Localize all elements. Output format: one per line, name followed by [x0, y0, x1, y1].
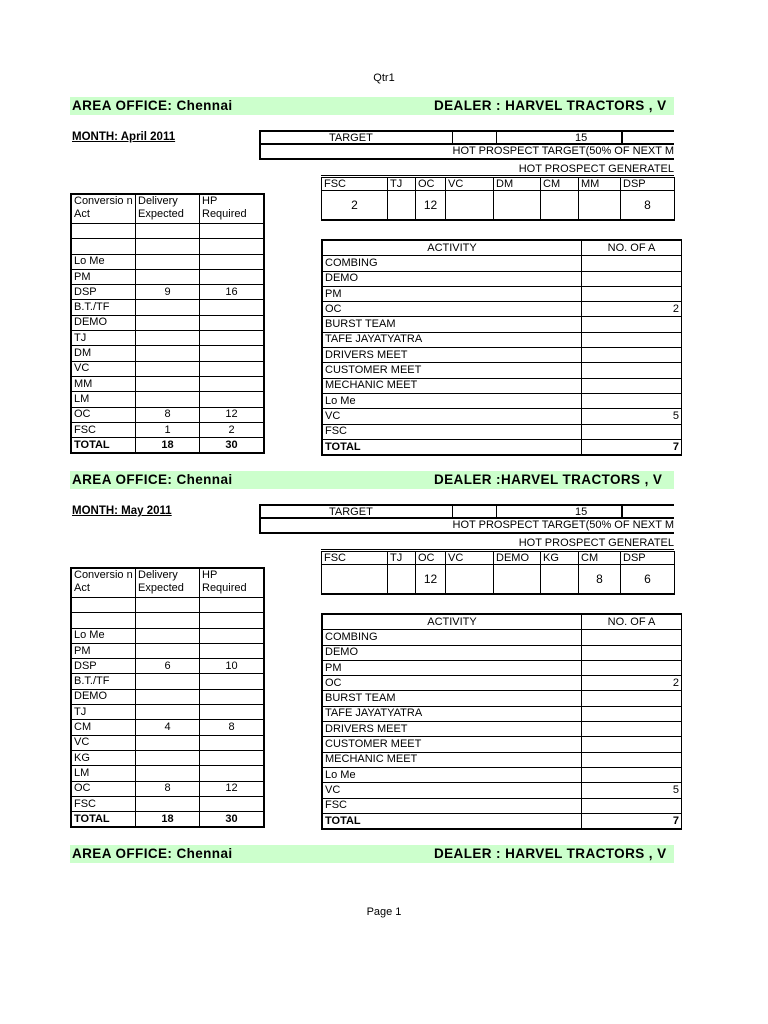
hot-prospect-generated: HOT PROSPECT GENERATEL — [321, 163, 674, 176]
hot-prospect-generated: HOT PROSPECT GENERATEL — [321, 537, 674, 550]
activity-row — [322, 722, 682, 737]
category-header: OC — [416, 178, 446, 191]
activity-cell — [582, 271, 682, 286]
activity-cell: DEMO — [322, 271, 582, 286]
conversion-cell — [136, 796, 200, 811]
conversion-header: Conversio n Act — [71, 194, 136, 224]
target-value: 15 — [575, 506, 588, 518]
activity-row — [322, 317, 682, 332]
activity-cell — [582, 317, 682, 332]
conversion-cell — [200, 346, 265, 361]
conversion-cell: KG — [71, 750, 136, 765]
target-label: TARGET — [329, 132, 373, 144]
activity-cell: DRIVERS MEET — [322, 348, 582, 363]
category-value — [446, 565, 494, 595]
conversion-row — [71, 346, 264, 361]
conversion-row — [71, 674, 264, 689]
conversion-cell — [200, 796, 265, 811]
activity-cell — [582, 767, 682, 782]
category-header: KG — [541, 552, 579, 565]
activity-total-cell: 7 — [582, 813, 682, 829]
activity-cell — [582, 424, 682, 439]
conversion-total-cell: 18 — [136, 812, 200, 828]
conversion-cell — [136, 766, 200, 781]
conversion-cell: DSP — [71, 285, 136, 300]
activity-row — [322, 676, 682, 691]
category-value — [541, 191, 579, 221]
conversion-cell — [136, 376, 200, 391]
conversion-cell — [200, 628, 265, 643]
conversion-row — [71, 376, 264, 391]
activity-row — [322, 393, 682, 408]
conversion-cell — [200, 689, 265, 704]
category-value: 12 — [416, 565, 446, 595]
area-header-band-3 — [70, 845, 674, 863]
conversion-cell: 6 — [136, 659, 200, 674]
activity-cell: VC — [322, 409, 582, 424]
category-header: VC — [446, 552, 494, 565]
conversion-row — [71, 659, 264, 674]
conversion-row — [71, 750, 264, 765]
activity-cell: OC — [322, 676, 582, 691]
activity-cell — [582, 706, 682, 721]
conversion-cell: DEMO — [71, 689, 136, 704]
activity-cell: TAFE JAYATYATRA — [322, 332, 582, 347]
conversion-total-cell: 30 — [200, 438, 265, 454]
activity-row — [322, 783, 682, 798]
conversion-row — [71, 315, 264, 330]
area-office-label: AREA OFFICE: Chennai — [72, 472, 233, 487]
conversion-cell — [200, 705, 265, 720]
conversion-row — [71, 407, 264, 422]
hot-prospect-target: HOT PROSPECT TARGET(50% OF NEXT M — [259, 145, 674, 160]
conversion-cell: 1 — [136, 422, 200, 437]
category-value — [446, 191, 494, 221]
conversion-cell: 12 — [200, 407, 265, 422]
activity-cell: 5 — [582, 409, 682, 424]
conversion-cell: CM — [71, 720, 136, 735]
activity-row — [322, 363, 682, 378]
activity-cell: Lo Me — [322, 393, 582, 408]
category-header: TJ — [388, 552, 416, 565]
conversion-cell — [136, 315, 200, 330]
activity-cell: OC — [322, 302, 582, 317]
activity-total-cell: 7 — [582, 439, 682, 455]
conversion-cell: MM — [71, 376, 136, 391]
conversion-cell: 12 — [200, 781, 265, 796]
category-value: 8 — [579, 565, 621, 595]
activity-row — [322, 798, 682, 813]
month-label: MONTH: April 2011 — [72, 131, 176, 143]
activity-total-cell: TOTAL — [322, 813, 582, 829]
conversion-cell — [136, 392, 200, 407]
activity-cell: CUSTOMER MEET — [322, 737, 582, 752]
activity-row — [322, 286, 682, 301]
conversion-total-cell: 18 — [136, 438, 200, 454]
category-value: 12 — [416, 191, 446, 221]
activity-row — [322, 691, 682, 706]
conversion-cell — [136, 331, 200, 346]
activity-cell: 5 — [582, 783, 682, 798]
activity-cell: MECHANIC MEET — [322, 378, 582, 393]
dealer-label: DEALER : HARVEL TRACTORS , V — [434, 98, 667, 113]
hot-prospect-target: HOT PROSPECT TARGET(50% OF NEXT M — [259, 519, 674, 534]
activity-row — [322, 706, 682, 721]
conversion-cell: OC — [71, 781, 136, 796]
conversion-cell: LM — [71, 766, 136, 781]
conversion-cell — [200, 643, 265, 658]
category-header: DEMO — [494, 552, 541, 565]
activity-cell: 2 — [582, 676, 682, 691]
conversion-cell: 9 — [136, 285, 200, 300]
conversion-cell — [136, 269, 200, 284]
conversion-cell: DSP — [71, 659, 136, 674]
conversion-row — [71, 300, 264, 315]
target-box — [259, 504, 674, 519]
conversion-total-cell: TOTAL — [71, 812, 136, 828]
activity-row — [322, 660, 682, 675]
activity-cell: Lo Me — [322, 767, 582, 782]
activity-cell: BURST TEAM — [322, 691, 582, 706]
activity-cell — [582, 798, 682, 813]
conversion-cell — [200, 674, 265, 689]
category-header: DM — [494, 178, 541, 191]
activity-cell: TAFE JAYATYATRA — [322, 706, 582, 721]
conversion-cell: DEMO — [71, 315, 136, 330]
category-header: FSC — [322, 552, 388, 565]
conversion-table — [70, 567, 265, 828]
conversion-cell: FSC — [71, 796, 136, 811]
activity-cell: COMBING — [322, 630, 582, 645]
category-value — [494, 565, 541, 595]
category-header: TJ — [388, 178, 416, 191]
conversion-row — [71, 331, 264, 346]
conversion-cell — [136, 346, 200, 361]
category-value — [388, 191, 416, 221]
activity-table — [321, 613, 682, 830]
conversion-row — [71, 766, 264, 781]
category-value: 6 — [621, 565, 675, 595]
conversion-header: HP Required — [200, 194, 265, 224]
hot-prospect-category-table — [321, 551, 675, 595]
activity-header: NO. OF A — [582, 614, 682, 630]
conversion-cell: 2 — [200, 422, 265, 437]
activity-total-cell: TOTAL — [322, 439, 582, 455]
area-office-label: AREA OFFICE: Chennai — [72, 846, 233, 861]
conversion-row — [71, 269, 264, 284]
conversion-cell — [200, 361, 265, 376]
activity-row — [322, 752, 682, 767]
activity-row — [322, 256, 682, 271]
conversion-cell — [136, 254, 200, 269]
activity-cell: CUSTOMER MEET — [322, 363, 582, 378]
hot-prospect-category-table — [321, 177, 675, 221]
activity-cell — [582, 630, 682, 645]
activity-cell: MECHANIC MEET — [322, 752, 582, 767]
conversion-total-row — [71, 438, 264, 454]
conversion-row — [71, 628, 264, 643]
category-header: FSC — [322, 178, 388, 191]
activity-row — [322, 767, 682, 782]
conversion-header: Conversio n Act — [71, 568, 136, 598]
conversion-row — [71, 781, 264, 796]
conversion-cell: PM — [71, 643, 136, 658]
conversion-cell — [136, 750, 200, 765]
conversion-cell — [200, 376, 265, 391]
conversion-row — [71, 796, 264, 811]
target-value: 15 — [575, 132, 588, 144]
activity-cell: DRIVERS MEET — [322, 722, 582, 737]
activity-cell — [582, 737, 682, 752]
activity-cell: FSC — [322, 798, 582, 813]
conversion-header: Delivery Expected — [136, 568, 200, 598]
conversion-cell: DM — [71, 346, 136, 361]
category-value: 8 — [621, 191, 675, 221]
conversion-cell — [200, 269, 265, 284]
conversion-cell — [136, 300, 200, 315]
conversion-cell: 16 — [200, 285, 265, 300]
conversion-total-cell: 30 — [200, 812, 265, 828]
conversion-cell — [200, 735, 265, 750]
conversion-row — [71, 643, 264, 658]
category-value — [579, 191, 621, 221]
activity-row — [322, 645, 682, 660]
activity-row — [322, 409, 682, 424]
category-header: CM — [579, 552, 621, 565]
activity-header: ACTIVITY — [322, 240, 582, 256]
activity-row — [322, 332, 682, 347]
month-label: MONTH: May 2011 — [72, 505, 172, 517]
activity-cell: BURST TEAM — [322, 317, 582, 332]
activity-cell: DEMO — [322, 645, 582, 660]
conversion-cell: 8 — [200, 720, 265, 735]
conversion-row — [71, 285, 264, 300]
activity-cell — [582, 332, 682, 347]
area-header-band — [70, 471, 674, 489]
activity-header: NO. OF A — [582, 240, 682, 256]
activity-cell — [582, 348, 682, 363]
conversion-cell — [136, 643, 200, 658]
page-footer: Page 1 — [366, 906, 402, 918]
conversion-cell — [136, 735, 200, 750]
activity-cell: COMBING — [322, 256, 582, 271]
conversion-header: HP Required — [200, 568, 265, 598]
sheet-name: Qtr1 — [373, 72, 395, 84]
conversion-cell: TJ — [71, 705, 136, 720]
conversion-cell: VC — [71, 361, 136, 376]
activity-cell: VC — [322, 783, 582, 798]
activity-cell — [582, 393, 682, 408]
conversion-cell — [200, 254, 265, 269]
activity-row — [322, 271, 682, 286]
category-header: DSP — [621, 178, 675, 191]
activity-cell: PM — [322, 286, 582, 301]
conversion-cell: FSC — [71, 422, 136, 437]
conversion-cell: TJ — [71, 331, 136, 346]
activity-cell — [582, 378, 682, 393]
category-value — [494, 191, 541, 221]
activity-cell — [582, 645, 682, 660]
activity-table — [321, 239, 682, 456]
area-header-band — [70, 97, 674, 115]
conversion-cell: B.T./TF — [71, 674, 136, 689]
activity-cell: PM — [322, 660, 582, 675]
dealer-label: DEALER : HARVEL TRACTORS , V — [434, 846, 667, 861]
conversion-cell: 8 — [136, 781, 200, 796]
conversion-row — [71, 361, 264, 376]
activity-cell — [582, 363, 682, 378]
conversion-row — [71, 720, 264, 735]
activity-row — [322, 630, 682, 645]
activity-row — [322, 302, 682, 317]
activity-cell — [582, 722, 682, 737]
conversion-row — [71, 254, 264, 269]
activity-total-row — [322, 439, 682, 455]
conversion-cell: B.T./TF — [71, 300, 136, 315]
conversion-cell — [136, 689, 200, 704]
category-value — [388, 565, 416, 595]
conversion-total-row — [71, 812, 264, 828]
activity-header: ACTIVITY — [322, 614, 582, 630]
category-header: OC — [416, 552, 446, 565]
target-label: TARGET — [329, 506, 373, 518]
activity-cell: FSC — [322, 424, 582, 439]
activity-cell — [582, 286, 682, 301]
conversion-row — [71, 689, 264, 704]
area-office-label: AREA OFFICE: Chennai — [72, 98, 233, 113]
conversion-cell — [200, 766, 265, 781]
category-value: 2 — [322, 191, 388, 221]
activity-total-row — [322, 813, 682, 829]
activity-row — [322, 378, 682, 393]
conversion-total-cell: TOTAL — [71, 438, 136, 454]
conversion-cell — [136, 674, 200, 689]
conversion-cell: OC — [71, 407, 136, 422]
conversion-cell — [200, 392, 265, 407]
conversion-row — [71, 735, 264, 750]
target-box — [259, 130, 674, 145]
category-header: DSP — [621, 552, 675, 565]
conversion-cell — [136, 705, 200, 720]
conversion-cell — [200, 750, 265, 765]
activity-cell — [582, 752, 682, 767]
conversion-cell — [136, 628, 200, 643]
conversion-cell: VC — [71, 735, 136, 750]
category-value — [541, 565, 579, 595]
conversion-cell — [136, 361, 200, 376]
activity-cell — [582, 691, 682, 706]
category-header: VC — [446, 178, 494, 191]
conversion-cell: PM — [71, 269, 136, 284]
conversion-cell: Lo Me — [71, 628, 136, 643]
conversion-cell: 10 — [200, 659, 265, 674]
conversion-cell — [200, 331, 265, 346]
activity-cell: 2 — [582, 302, 682, 317]
conversion-table — [70, 193, 265, 454]
activity-row — [322, 424, 682, 439]
conversion-cell: Lo Me — [71, 254, 136, 269]
activity-row — [322, 737, 682, 752]
conversion-cell: 8 — [136, 407, 200, 422]
conversion-row — [71, 422, 264, 437]
dealer-label: DEALER :HARVEL TRACTORS , V — [434, 472, 663, 487]
activity-row — [322, 348, 682, 363]
category-header: MM — [579, 178, 621, 191]
conversion-row — [71, 705, 264, 720]
conversion-cell: LM — [71, 392, 136, 407]
conversion-cell — [200, 315, 265, 330]
activity-cell — [582, 256, 682, 271]
conversion-cell: 4 — [136, 720, 200, 735]
activity-cell — [582, 660, 682, 675]
conversion-row — [71, 392, 264, 407]
conversion-header: Delivery Expected — [136, 194, 200, 224]
conversion-cell — [200, 300, 265, 315]
category-value — [322, 565, 388, 595]
category-header: CM — [541, 178, 579, 191]
